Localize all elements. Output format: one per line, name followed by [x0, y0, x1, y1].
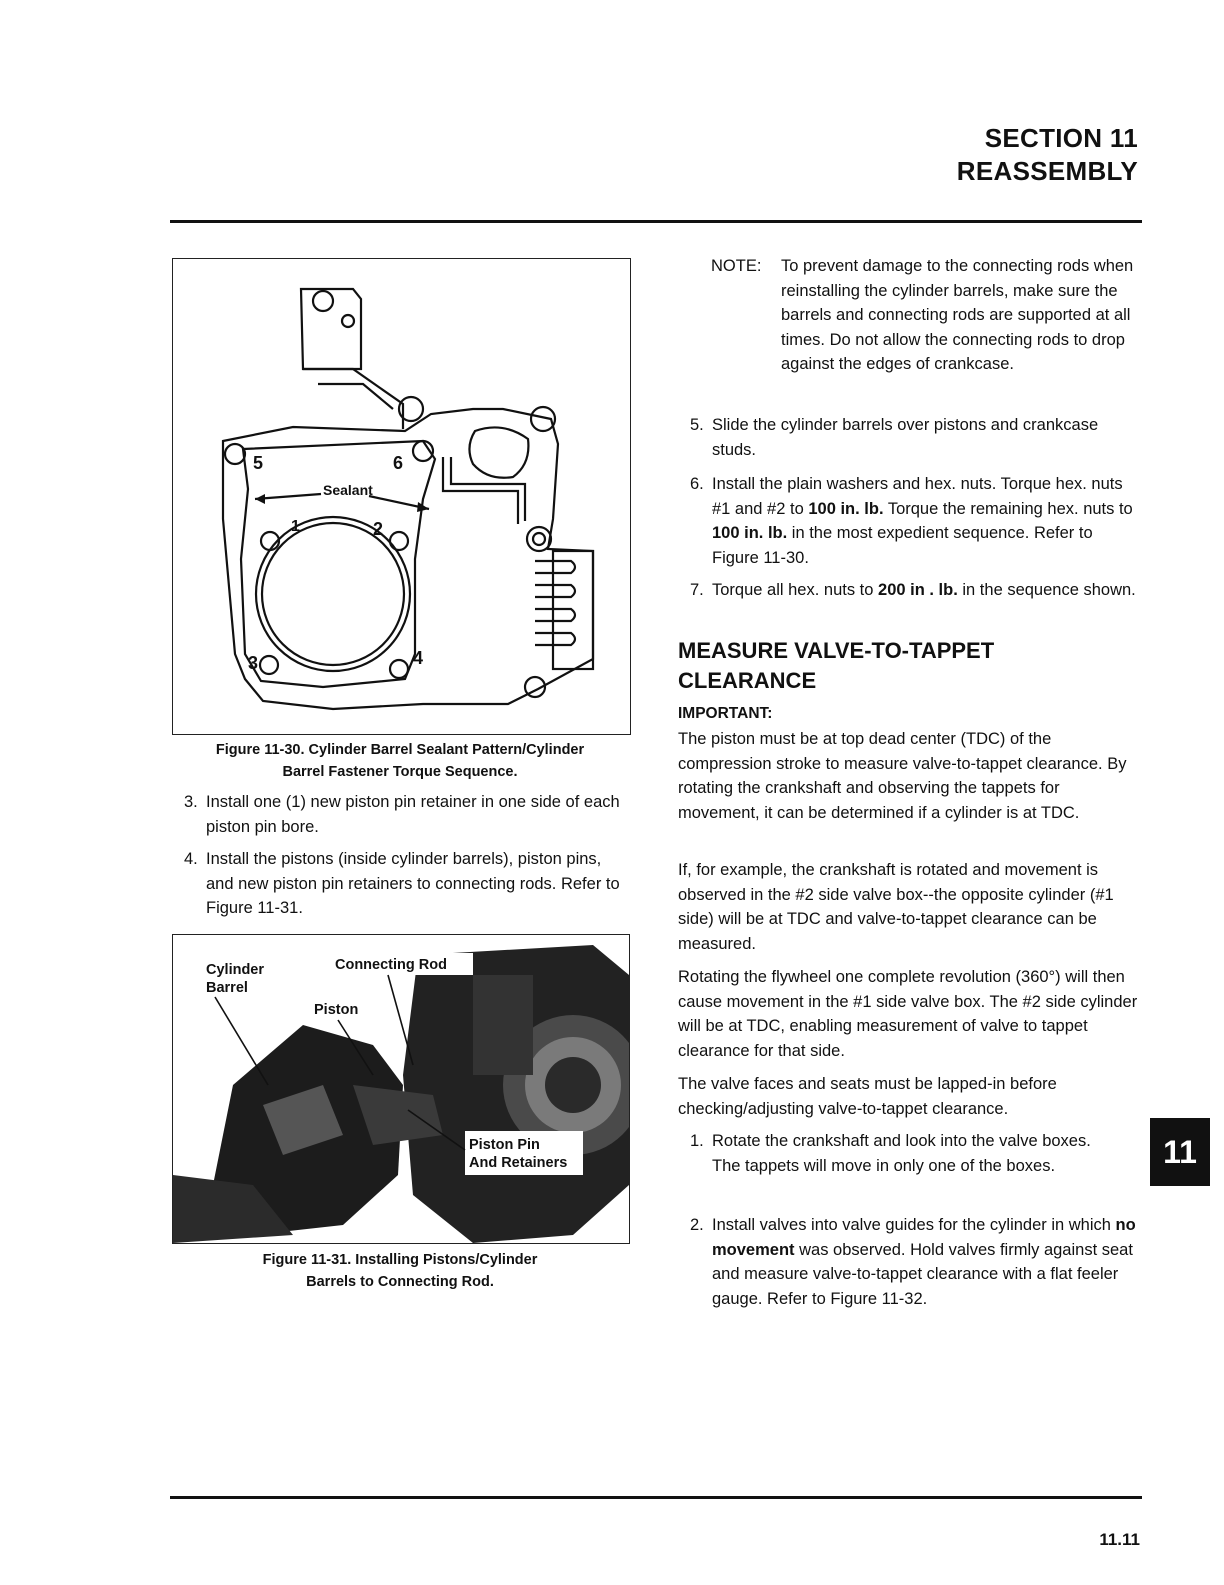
paragraph-lapping: The valve faces and seats must be lapped-in before checking/adjusting valve-to-tappet clearance.: [678, 1075, 1057, 1118]
step-number: 3.: [184, 793, 198, 811]
bolt-label-5: 5: [253, 453, 264, 473]
step-3: [184, 790, 624, 839]
step-text: Rotate the crankshaft and look into the valve boxes. The tappets will move in only one of the boxes.: [712, 1132, 1091, 1175]
step-number: 7.: [690, 581, 704, 599]
section-tab: 11: [1150, 1118, 1210, 1186]
figure-piston-install-photo: [172, 934, 630, 1244]
step-number: 1.: [690, 1132, 704, 1150]
paragraph-example: If, for example, the crankshaft is rotated and movement is observed in the #2 side valve box--the opposite cylinder (#1 side) will be at TDC and valve-to-tappet clearance can be measured.: [678, 861, 1114, 953]
step-number: 2.: [690, 1216, 704, 1234]
figure-cylinder-barrel-diagram: [172, 258, 631, 735]
important-label: IMPORTANT:: [678, 705, 773, 722]
step-text: Install one (1) new piston pin retainer in one side of each piston pin bore.: [206, 793, 620, 836]
bolt-label-1: 1: [291, 518, 300, 535]
page-number: 11.11: [1099, 1530, 1140, 1549]
step-6: [690, 472, 1143, 570]
section-number: SECTION 11: [984, 123, 1138, 153]
top-rule: [170, 220, 1142, 223]
step-7: [690, 578, 1143, 603]
figure-11-31-caption: [172, 1249, 628, 1293]
label-line: And Retainers: [469, 1155, 568, 1171]
text-run: in the sequence shown.: [957, 581, 1136, 599]
note-text: To prevent damage to the connecting rods when reinstalling the cylinder barrels, make sure the barrels and connecting rods are supported at all times. Do not allow the connecting rods to drop against the edges of crankcase.: [781, 257, 1134, 373]
text-run: Torque all hex. nuts to: [712, 581, 879, 599]
section-heading: [678, 636, 1098, 696]
bolt-label-2: 2: [373, 519, 384, 539]
text-run: Torque the remaining hex. nuts to: [883, 499, 1133, 518]
step-text: [712, 472, 1143, 570]
step-number: 4.: [184, 850, 198, 868]
torque-value: 200 in . lb.: [878, 581, 958, 599]
paragraph-tdc: The piston must be at top dead center (TDC) of the compression stroke to measure valve-to-tappet clearance. By rotating the crankshaft and observing the tappets for movement, it can be determined if a cylinder is at TDC.: [678, 730, 1127, 822]
torque-value: 100 in. lb.: [808, 499, 884, 518]
bolt-label-6: 6: [393, 453, 404, 473]
bolt-label-4: 4: [413, 648, 424, 668]
emphasis: no movement: [712, 1216, 1136, 1259]
label-line: Barrel: [206, 980, 248, 996]
label-line: Piston Pin: [469, 1137, 540, 1153]
step-text: Slide the cylinder barrels over pistons and crankcase studs.: [712, 416, 1099, 459]
piston-label: Piston: [314, 1002, 359, 1018]
figure-11-30-caption: [172, 739, 628, 783]
step-text: Install the pistons (inside cylinder barrels), piston pins, and new piston pin retainers to connecting rods. Refer to Figure 11-31.: [206, 850, 620, 917]
bottom-rule: [170, 1496, 1142, 1499]
torque-value: 100 in. lb.: [712, 524, 788, 542]
step-text: [712, 1213, 1143, 1311]
section-header: [957, 122, 1138, 188]
label-line: Cylinder: [206, 962, 265, 978]
step-2: [690, 1213, 1143, 1311]
step-text: [712, 578, 1143, 603]
connecting-rod-label: Connecting Rod: [335, 957, 447, 973]
note-label: NOTE:: [711, 257, 762, 275]
caption-line: Figure 11-31. Installing Pistons/Cylinder: [262, 1252, 538, 1268]
text-run: Install valves into valve guides for the cylinder in which: [712, 1216, 1116, 1234]
step-5: [690, 413, 1143, 462]
step-1: [690, 1129, 1120, 1178]
step-number: 5.: [690, 416, 704, 434]
caption-line: Barrels to Connecting Rod.: [306, 1274, 494, 1290]
sealant-label: Sealant: [323, 482, 373, 498]
heading-line: MEASURE VALVE-TO-TAPPET: [678, 638, 995, 663]
step-4: [184, 847, 624, 921]
text-run: Install the plain washers and hex. nuts. Torque hex. nuts #1 and #2 to: [712, 475, 1123, 518]
section-title: REASSEMBLY: [956, 156, 1138, 186]
piston-pin-label: [469, 1136, 567, 1172]
text-run: was observed. Hold valves firmly against seat and measure valve-to-tappet clearance with a flat feeler gauge. Refer to Figure 11-32.: [712, 1240, 1133, 1308]
paragraph-rotation: Rotating the flywheel one complete revolution (360°) will then cause movement in the #1 side valve box. The #2 side cylinder will be at TDC, enabling measurement of valve to tappet clearance for that side.: [678, 968, 1138, 1060]
step-number: 6.: [690, 475, 704, 493]
heading-line: CLEARANCE: [678, 668, 817, 693]
cylinder-barrel-drawing: [173, 259, 630, 734]
bolt-label-3: 3: [248, 653, 259, 673]
caption-line: Barrel Fastener Torque Sequence.: [282, 764, 518, 780]
note-block: [711, 254, 1143, 377]
text-run: in the most expedient sequence. Refer to Figure 11-30.: [712, 524, 1093, 567]
cylinder-barrel-label: [206, 961, 264, 997]
caption-line: Figure 11-30. Cylinder Barrel Sealant Pattern/Cylinder: [215, 742, 585, 758]
